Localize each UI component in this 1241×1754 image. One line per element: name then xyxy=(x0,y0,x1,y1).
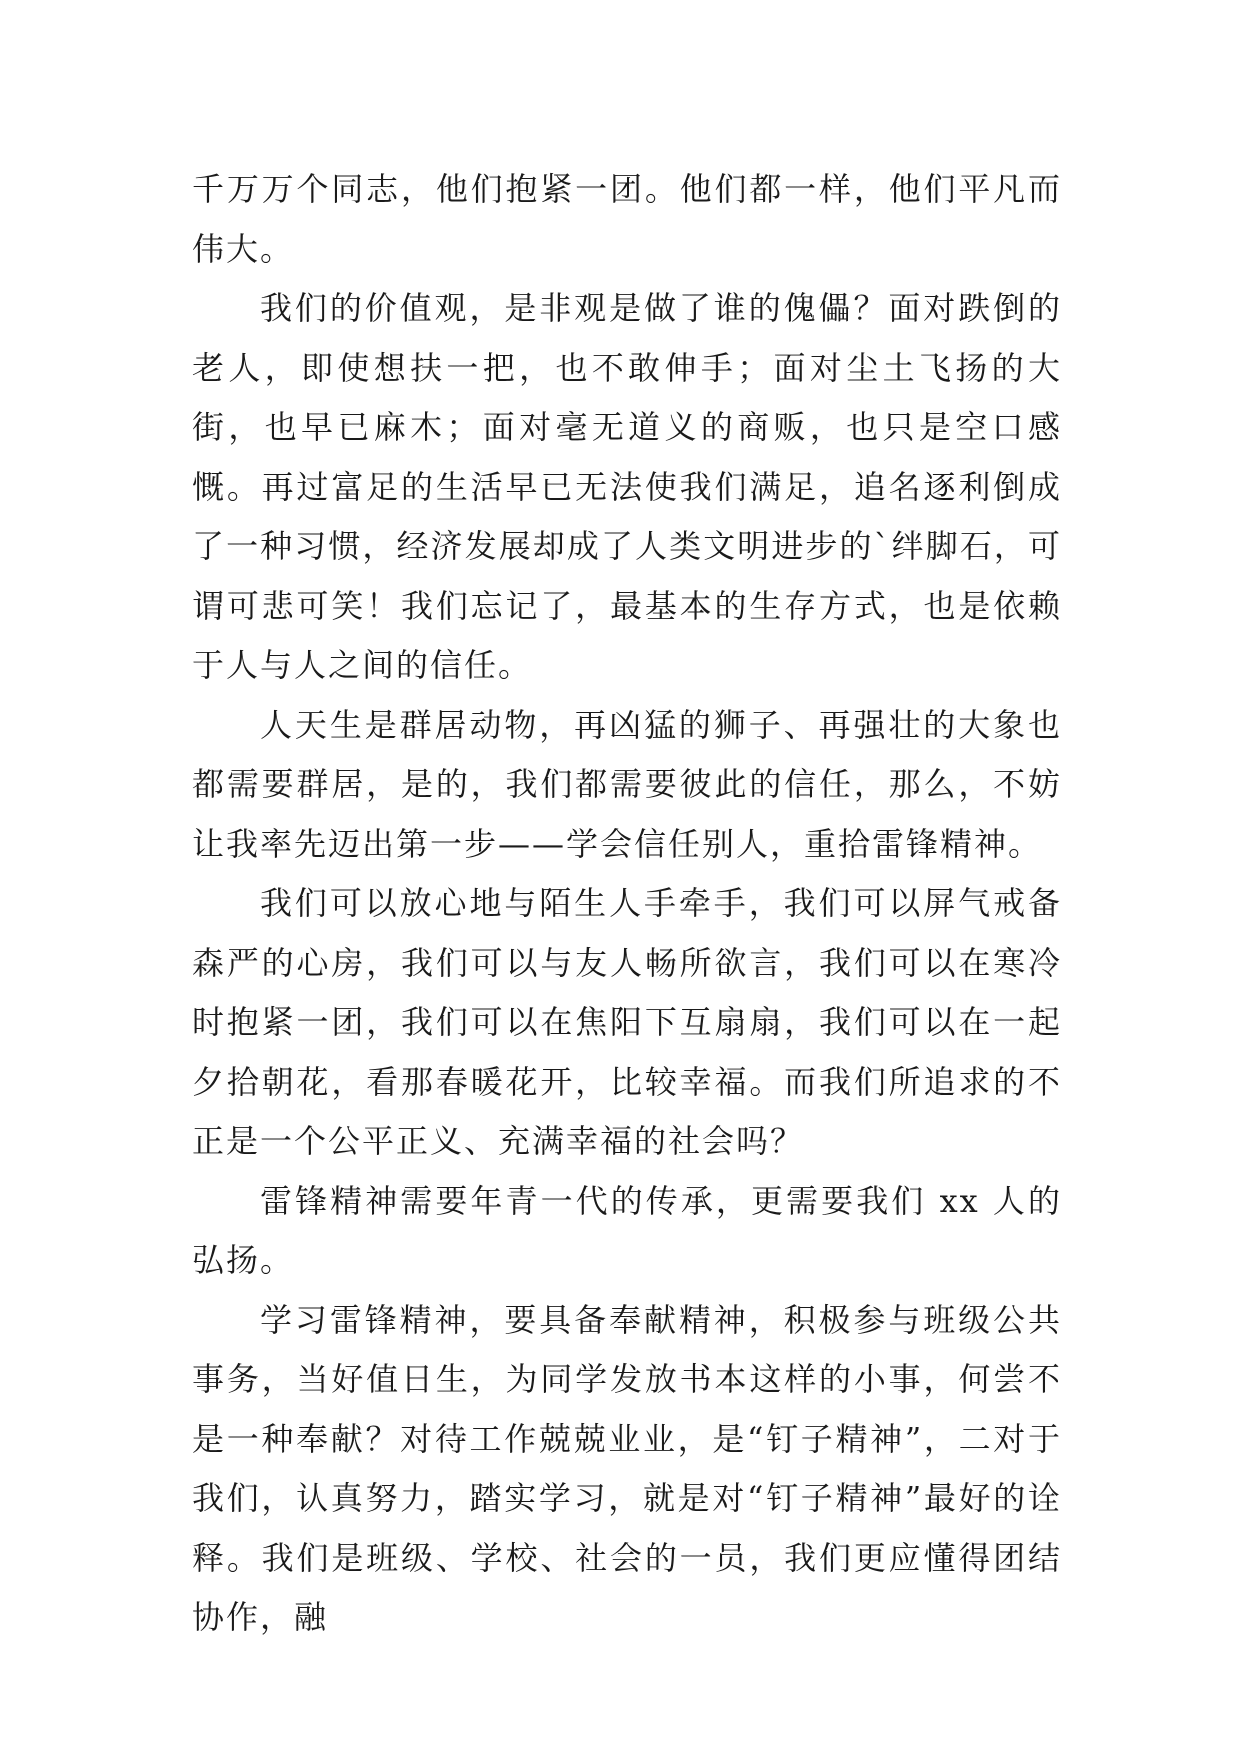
document-body xyxy=(192,160,1062,1648)
paragraph-together: 我们可以放心地与陌生人手牵手，我们可以屏气戒备森严的心房，我们可以与友人畅所欲言，我们可以在寒冷时抱紧一团，我们可以在焦阳下互扇扇，我们可以在一起夕拾朝花，看那春暖花开，比较幸福。而我们所追求的不正是一个公平正义、充满幸福的社会吗？ xyxy=(192,884,1062,1160)
paragraph-dedication: 学习雷锋精神，要具备奉献精神，积极参与班级公共事务，当好值日生，为同学发放书本这样的小事，何尝不是一种奉献？对待工作兢兢业业，是“钉子精神”，二对于我们，认真努力，踏实学习，就是对“钉子精神”最好的诠释。我们是班级、学校、社会的一员，我们更应懂得团结协作，融 xyxy=(192,1300,1062,1636)
paragraph-inheritance: 雷锋精神需要年青一代的传承，更需要我们 xx 人的弘扬。 xyxy=(192,1181,1062,1279)
paragraph-trust: 人天生是群居动物，再凶猛的狮子、再强壮的大象也都需要群居，是的，我们都需要彼此的信任，那么，不妨让我率先迈出第一步——学会信任别人，重拾雷锋精神。 xyxy=(192,705,1062,863)
paragraph-continuation: 千万万个同志，他们抱紧一团。他们都一样，他们平凡而伟大。 xyxy=(192,170,1062,268)
paragraph-values: 我们的价值观，是非观是做了谁的傀儡？面对跌倒的老人，即使想扶一把，也不敢伸手；面对尘土飞扬的大街，也早已麻木；面对毫无道义的商贩，也只是空口感慨。再过富足的生活早已无法使我们满足，追名逐利倒成了一种习惯，经济发展却成了人类文明进步的`绊脚石，可谓可悲可笑！我们忘记了，最基本的生存方式，也是依赖于人与人之间的信任。 xyxy=(192,289,1062,684)
